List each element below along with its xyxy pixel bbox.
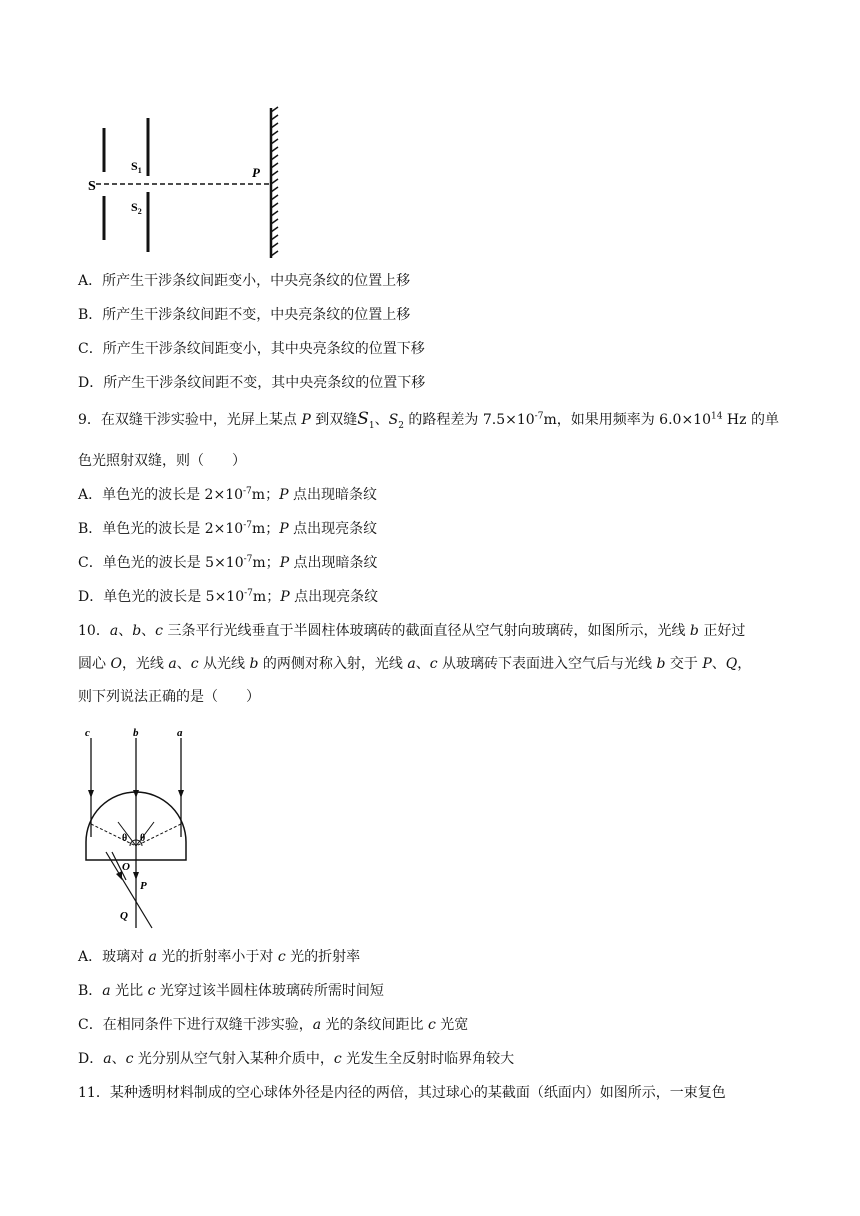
double-slit-figure (82, 100, 292, 265)
angle-label-left: θ (122, 833, 128, 844)
q10-option-c: C．在相同条件下进行双缝干涉实验，a 光的条纹间距比 c 光宽 (78, 1017, 469, 1033)
q8-option-a: A．所产生干涉条纹间距变小，中央亮条纹的位置上移 (78, 273, 411, 289)
label-P: P (252, 165, 260, 180)
q9-stem-line2: 色光照射双缝，则（ ） (78, 453, 246, 469)
angle-label-right: θ (140, 833, 146, 844)
q10-stem-line3: 则下列说法正确的是（ ） (78, 689, 260, 705)
point-label-Q: Q (120, 910, 128, 922)
q10-option-b: B．a 光比 c 光穿过该半圆柱体玻璃砖所需时间短 (78, 983, 384, 999)
q10-stem-line2: 圆心 O，光线 a、c 从光线 b 的两侧对称入射，光线 a、c 从玻璃砖下表面进入空气后与光线 b 交于 P、Q， (78, 656, 752, 672)
q9-stem-line1: 9．在双缝干涉实验中，光屏上某点 P 到双缝$S_1$、$S_2$ 的路程差为 $7.5\times 10^{-7}m$，如果用频率为 $6.0\times 10^{14}$ Hz 的单 (78, 409, 779, 431)
q8-option-b: B．所产生干涉条纹间距不变，中央亮条纹的位置上移 (78, 307, 411, 323)
label-S: S (88, 179, 96, 194)
q10-stem-line1: 10．a、b、c 三条平行光线垂直于半圆柱体玻璃砖的截面直径从空气射向玻璃砖，如图所示，光线 b 正好过 (78, 623, 746, 639)
point-label-P: P (140, 880, 147, 892)
q9-option-b: B．单色光的波长是 $2\times 10^{-7}m$；P 点出现亮条纹 (78, 520, 378, 537)
ray-label-a: a (177, 727, 183, 739)
q9-option-c: C．单色光的波长是 $5\times 10^{-7}m$；P 点出现暗条纹 (78, 554, 378, 571)
ray-label-c: c (85, 727, 90, 739)
ray-label-b: b (133, 727, 139, 739)
q9-option-a: A．单色光的波长是 $2\times 10^{-7}m$；P 点出现暗条纹 (78, 486, 377, 503)
q10-option-a: A．玻璃对 a 光的折射率小于对 c 光的折射率 (78, 949, 361, 965)
q11-stem: 11．某种透明材料制成的空心球体外径是内径的两倍，其过球心的某截面（纸面内）如图所示，一束复色 (78, 1085, 726, 1101)
semicircle-glass-figure (78, 722, 198, 930)
label-S1: $S_1$ (131, 159, 142, 175)
q8-option-c: C．所产生干涉条纹间距变小，其中央亮条纹的位置下移 (78, 341, 425, 357)
q9-option-d: D．单色光的波长是 $5\times 10^{-7}m$；P 点出现亮条纹 (78, 588, 379, 605)
q8-option-d: D．所产生干涉条纹间距不变，其中央亮条纹的位置下移 (78, 375, 426, 391)
q10-option-d: D．a、c 光分别从空气射入某种介质中，c 光发生全反射时临界角较大 (78, 1051, 515, 1067)
label-S2: $S_2$ (131, 200, 142, 216)
point-label-O: O (122, 861, 130, 873)
